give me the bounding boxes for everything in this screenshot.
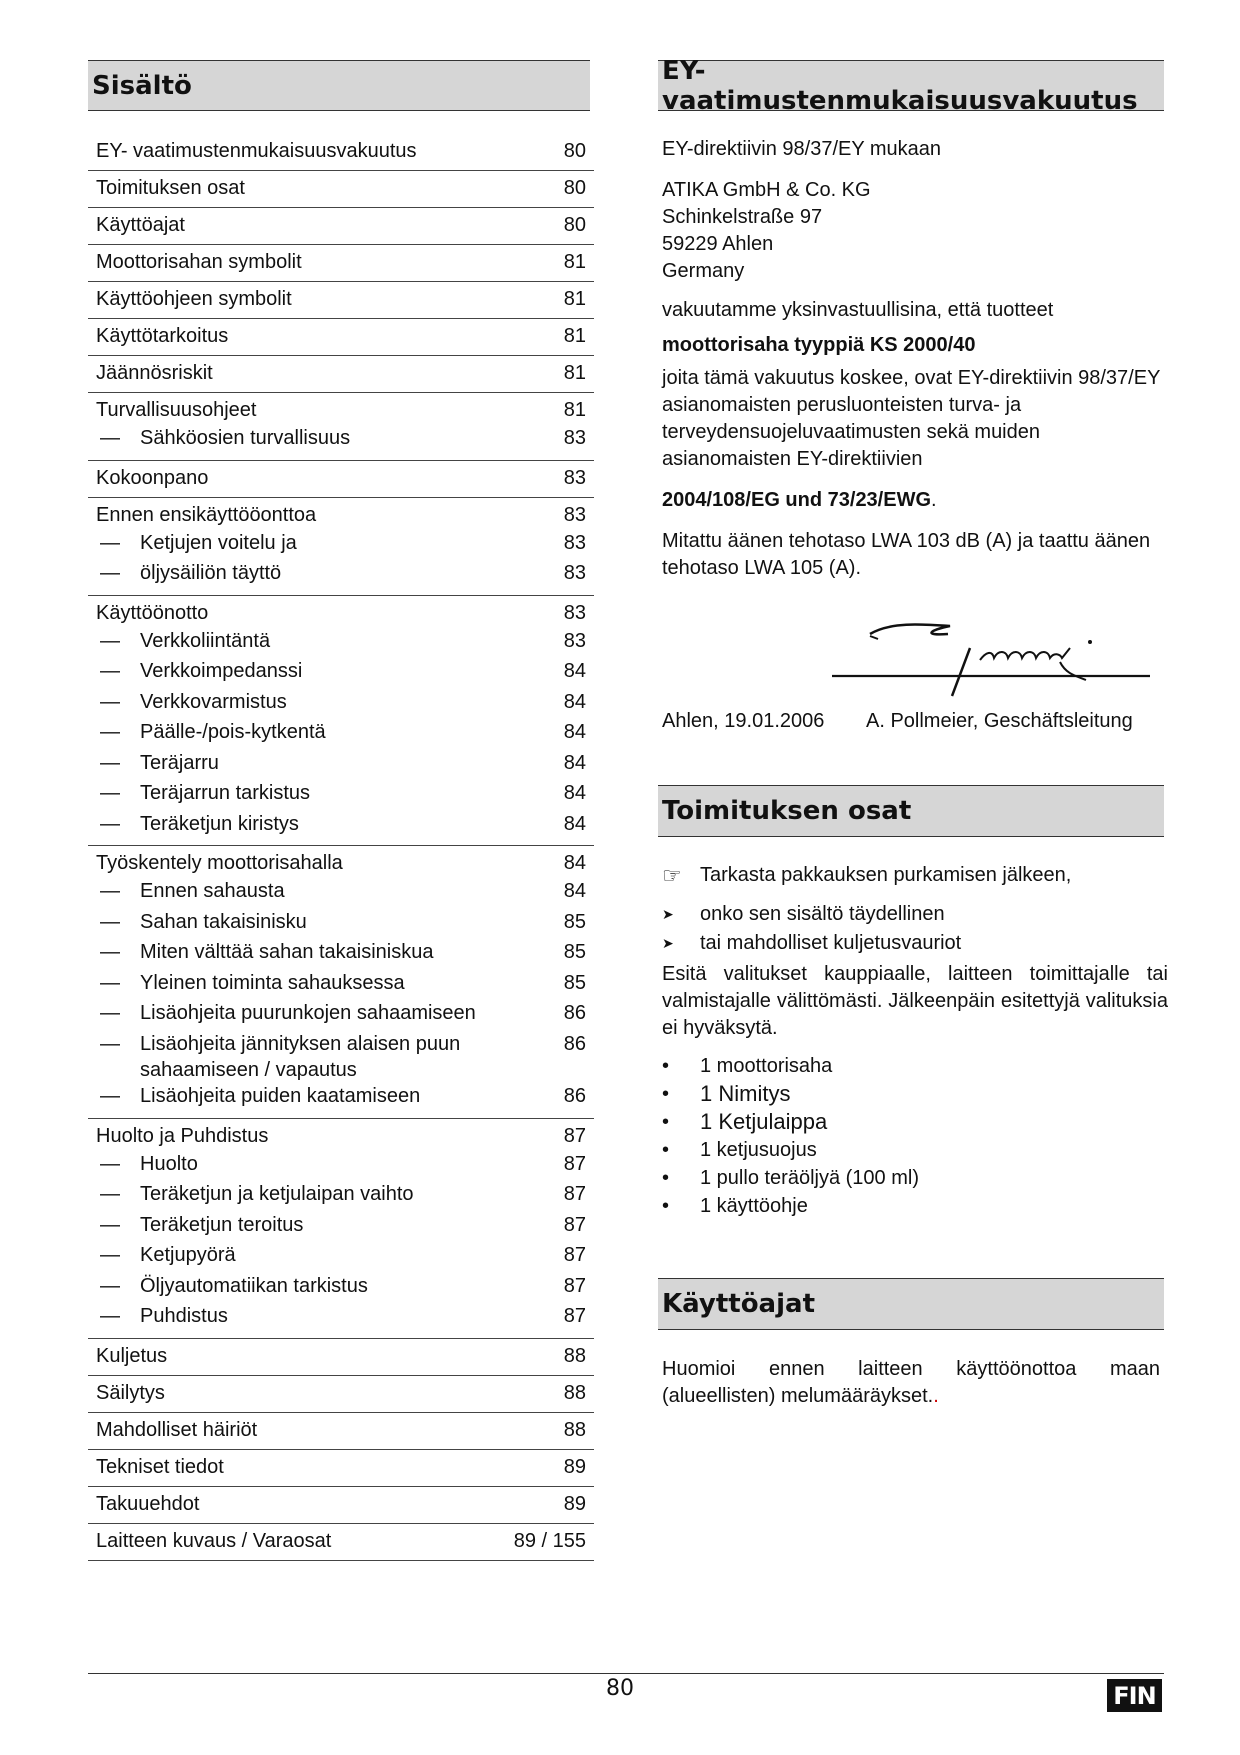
toc-subentry (88, 1149, 594, 1180)
toc-subentry-label: Teräjarru (140, 751, 219, 774)
toc-subentry-page: 84 (563, 812, 586, 835)
toc-subentry-page: 86 (563, 1002, 586, 1024)
declaration-header (658, 55, 1164, 116)
toc-subentry (88, 626, 594, 657)
toc-subentry-label: Päälle-/pois-kytkentä (140, 721, 326, 743)
toc-subentry-label: Teräketjun ja ketjulaipan vaihto (140, 1183, 414, 1205)
toc-entry-label: Käyttöönotto (96, 601, 209, 624)
dash-bullet-icon: — (100, 1002, 120, 1024)
toc-entry-label: Jäännösriskit (96, 362, 213, 384)
toc-entry-page: 83 (563, 503, 586, 526)
declaration-body (662, 136, 1168, 582)
page-number: 80 (606, 1676, 634, 1701)
toc-subentry-label: Öljyautomatiikan tarkistus (140, 1274, 368, 1297)
address-line: 59229 Ahlen (662, 233, 774, 255)
toc-entry-label: Kokoonpano (96, 466, 209, 489)
toc-entry-page: 89 (563, 1455, 586, 1478)
toc-subentry-label: Sähköosien turvallisuus (140, 427, 351, 449)
toc-entry (88, 212, 594, 238)
toc-entry-label: Laitteen kuvaus / Varaosat (96, 1529, 332, 1552)
toc-group (88, 1413, 594, 1450)
toc-entry (88, 249, 594, 275)
toc-entry (88, 1380, 594, 1406)
toc-subentry (88, 998, 594, 1029)
toc-group (88, 1524, 594, 1561)
declaration-title: EY-vaatimustenmukaisuusvakuutus (662, 55, 1138, 116)
toc-entry-page: 81 (563, 399, 586, 421)
toc-entry-page: 89 (563, 1492, 586, 1515)
toc-subentry-label: Ketjupyörä (140, 1244, 236, 1266)
toc-entry-page: 80 (563, 214, 586, 236)
toc-subentry-label: öljysäiliön täyttö (140, 562, 282, 584)
toc-subentry-page: 83 (563, 531, 586, 554)
bullet-icon: • (662, 1055, 670, 1077)
toc-subentry-page: 87 (563, 1183, 586, 1205)
toc-group (88, 356, 594, 393)
toc-subentry-page: 83 (563, 562, 586, 584)
directive-line: EY-direktiivin 98/37/EY mukaan (662, 138, 942, 160)
toc-entry-page: 81 (563, 325, 586, 347)
toc-group (88, 1119, 594, 1339)
toc-entry-page: 88 (563, 1344, 586, 1367)
toc-entry (88, 286, 594, 312)
toc-group (88, 393, 594, 461)
toc-entry-page: 81 (563, 288, 586, 310)
address-line: Germany (662, 260, 745, 282)
toc-group (88, 319, 594, 356)
complaint-text: Esitä valitukset kauppiaalle, laitteen toimittajalle tai valmistajalle välittömästi. Jälkeenpäin esitettyjä valituksia ei hyväksytä. (662, 963, 1168, 1039)
toc-subentry-page: 83 (563, 427, 586, 449)
toc-entry-label: Tekniset tiedot (96, 1455, 224, 1478)
toc-subentry (88, 748, 594, 779)
toc-entry-label: Säilytys (96, 1381, 165, 1404)
toc-entry (88, 465, 594, 491)
toc-entry (88, 1417, 594, 1443)
toc-subentry (88, 937, 594, 968)
toc-entry-label: Turvallisuusohjeet (96, 399, 257, 421)
toc-subentry (88, 1179, 594, 1210)
dash-bullet-icon: — (100, 910, 120, 933)
toc-group (88, 208, 594, 245)
toc-subentry (88, 687, 594, 718)
toc-subentry (88, 717, 594, 748)
bullet-icon: • (662, 1195, 670, 1217)
toc-entry-page: 83 (563, 466, 586, 489)
toc-group (88, 1487, 594, 1524)
toc-entry-label: Työskentely moottorisahalla (96, 852, 343, 874)
toc-subentry-page: 85 (563, 910, 586, 933)
toc-subentry-page: 86 (563, 1032, 586, 1055)
toc-entry-page: 80 (563, 140, 586, 162)
toc-title: Sisältö (92, 70, 192, 101)
toc-entry (88, 1491, 594, 1517)
toc-entry (88, 1528, 594, 1554)
toc-subentry (88, 876, 594, 907)
signatory: A. Pollmeier, Geschäftsleitung (866, 710, 1133, 732)
toc-group (88, 138, 594, 171)
toc-entry-label: Ennen ensikäyttööonttoa (96, 503, 317, 526)
check-item: onko sen sisältö täydellinen (700, 903, 945, 925)
toc-entry-page: 89 / 155 (513, 1529, 586, 1552)
dash-bullet-icon: — (100, 562, 120, 584)
signature-line (662, 708, 1168, 735)
arrow-bullet-icon: ➤ (662, 906, 674, 922)
dash-bullet-icon: — (100, 690, 120, 713)
toc-subentry-page: 85 (563, 971, 586, 994)
toc-subentry-label: Lisäohjeita jännityksen alaisen puun (140, 1032, 461, 1055)
toc-entry-page: 87 (563, 1124, 586, 1147)
toc-subentry-page: 86 (563, 1085, 586, 1107)
toc-subentry-label-continued: sahaamiseen / vapautus (140, 1059, 357, 1081)
operating-times-title: Käyttöajat (662, 1289, 815, 1319)
toc-subentry-page: 87 (563, 1274, 586, 1297)
pointing-hand-icon: ☞ (662, 863, 682, 888)
toc-entry-label: Moottorisahan symbolit (96, 251, 302, 273)
toc-entry (88, 1343, 594, 1369)
delivery-item: 1 Ketjulaippa (700, 1109, 828, 1134)
delivery-title: Toimituksen osat (662, 796, 912, 826)
dash-bullet-icon: — (100, 1032, 120, 1055)
toc-subentry-page: 84 (563, 782, 586, 804)
toc-subentry-page: 83 (563, 629, 586, 652)
toc-subentry (88, 558, 594, 589)
toc-group (88, 846, 594, 1119)
toc-subentry-label: Verkkoimpedanssi (140, 660, 303, 682)
noise-level: Mitattu äänen tehotaso LWA 103 dB (A) ja taattu äänen tehotaso LWA 105 (A). (662, 530, 1151, 579)
dash-bullet-icon: — (100, 812, 120, 835)
toc-subentry (88, 809, 594, 840)
delivery-body (662, 862, 1168, 1220)
bullet-icon: • (662, 1111, 670, 1133)
toc-group (88, 245, 594, 282)
toc-subentry-label: Verkkovarmistus (140, 690, 287, 713)
toc-subentry-page: 87 (563, 1152, 586, 1175)
toc-group (88, 498, 594, 596)
toc-subentry-page: 85 (563, 941, 586, 963)
dash-bullet-icon: — (100, 531, 120, 554)
delivery-item: 1 pullo teräöljyä (100 ml) (700, 1167, 919, 1189)
toc-entry (88, 1123, 594, 1149)
toc-subentry-page: 84 (563, 721, 586, 743)
operating-times-body (662, 1356, 1160, 1410)
dash-bullet-icon: — (100, 880, 120, 902)
delivery-item: 1 ketjusuojus (700, 1139, 817, 1161)
dash-bullet-icon: — (100, 1213, 120, 1236)
toc-subentry-label: Lisäohjeita puiden kaatamiseen (140, 1085, 421, 1107)
toc-entry (88, 360, 594, 386)
toc-subentry-label: Lisäohjeita puurunkojen sahaamiseen (140, 1002, 476, 1024)
address-line: Schinkelstraße 97 (662, 206, 823, 228)
toc-subentry-page: 84 (563, 751, 586, 774)
toc-entry-label: EY- vaatimustenmukaisuusvakuutus (96, 140, 417, 162)
toc-subentry-label: Puhdistus (140, 1305, 228, 1327)
check-intro: Tarkasta pakkauksen purkamisen jälkeen, (700, 864, 1072, 886)
toc-subentry (88, 1271, 594, 1302)
operating-times-suffix: . (933, 1385, 939, 1407)
toc-entry (88, 323, 594, 349)
toc-group (88, 1339, 594, 1376)
toc-entry (88, 1454, 594, 1480)
toc-group (88, 171, 594, 208)
toc-subentry (88, 656, 594, 687)
address-line: ATIKA GmbH & Co. KG (662, 179, 871, 201)
toc-subentry-page: 84 (563, 880, 586, 902)
toc-group (88, 596, 594, 847)
toc-subentry-label: Ennen sahausta (140, 880, 285, 902)
toc-subentry-page: 84 (563, 660, 586, 682)
toc-subentry-label: Verkkoliintäntä (140, 629, 271, 652)
toc-subentry-label: Teräketjun kiristys (140, 812, 299, 835)
toc-subentry-label: Teräketjun teroitus (140, 1213, 304, 1236)
toc-subentry-label: Teräjarrun tarkistus (140, 782, 311, 804)
toc-subentry-page: 87 (563, 1305, 586, 1327)
toc-entry-label: Toimituksen osat (96, 177, 245, 199)
dash-bullet-icon: — (100, 1085, 120, 1107)
toc-entry (88, 138, 594, 164)
product-name: moottorisaha tyyppiä KS 2000/40 (662, 334, 976, 356)
toc-entry-label: Käyttöajat (96, 214, 185, 236)
toc-entry-label: Käyttöohjeen symbolit (96, 288, 292, 310)
bullet-icon: • (662, 1083, 670, 1105)
toc-entry-label: Takuuehdot (96, 1492, 200, 1515)
toc-group (88, 282, 594, 319)
delivery-item: 1 moottorisaha (700, 1055, 833, 1077)
bullet-icon: • (662, 1167, 670, 1189)
dash-bullet-icon: — (100, 660, 120, 682)
language-badge: FIN (1107, 1679, 1162, 1712)
dash-bullet-icon: — (100, 1305, 120, 1327)
dash-bullet-icon: — (100, 941, 120, 963)
toc-subentry-page: 84 (563, 690, 586, 713)
toc-entry (88, 600, 594, 626)
toc-entry-label: Käyttötarkoitus (96, 325, 229, 347)
toc-subentry-label: Yleinen toiminta sahauksessa (140, 971, 405, 994)
toc-subentry (88, 968, 594, 999)
statement: vakuutamme yksinvastuullisina, että tuotteet (662, 299, 1054, 321)
declaration-text: joita tämä vakuutus koskee, ovat EY-direktiivin 98/37/EY asianomaisten perusluonteisten turva- ja terveydensuojeluvaatimusten sekä muiden asianomaisten EY-direktiivien (662, 367, 1161, 470)
directives-suffix: . (931, 489, 937, 511)
toc-group (88, 1376, 594, 1413)
dash-bullet-icon: — (100, 1152, 120, 1175)
toc-entry (88, 397, 594, 423)
check-item: tai mahdolliset kuljetusvauriot (700, 932, 962, 954)
toc-subentry (88, 1301, 594, 1332)
toc-entry-label: Huolto ja Puhdistus (96, 1124, 269, 1147)
dash-bullet-icon: — (100, 721, 120, 743)
toc-subentry (88, 1029, 594, 1082)
toc-entry-label: Kuljetus (96, 1344, 168, 1367)
dash-bullet-icon: — (100, 782, 120, 804)
arrow-bullet-icon: ➤ (662, 935, 674, 951)
place-date: Ahlen, 19.01.2006 (662, 710, 825, 732)
delivery-item: 1 käyttöohje (700, 1195, 808, 1217)
dash-bullet-icon: — (100, 1244, 120, 1266)
toc-entry-page: 81 (563, 251, 586, 273)
toc-entry (88, 850, 594, 876)
signature (830, 614, 1160, 706)
toc-subentry-label: Huolto (140, 1152, 198, 1175)
delivery-header (658, 785, 1164, 837)
footer-rule (88, 1673, 1164, 1674)
toc-entry-page: 88 (563, 1381, 586, 1404)
toc-entry-page: 81 (563, 362, 586, 384)
dash-bullet-icon: — (100, 427, 120, 449)
toc-subentry (88, 778, 594, 809)
dash-bullet-icon: — (100, 1183, 120, 1205)
toc-entry-label: Mahdolliset häiriöt (96, 1418, 258, 1441)
toc-header (88, 60, 590, 111)
directives: 2004/108/EG und 73/23/EWG (662, 489, 932, 511)
operating-times-header (658, 1278, 1164, 1330)
toc-subentry (88, 1240, 594, 1271)
toc-subentry-label: Ketjujen voitelu ja (140, 531, 297, 554)
dash-bullet-icon: — (100, 1274, 120, 1297)
dash-bullet-icon: — (100, 971, 120, 994)
toc-subentry-page: 87 (563, 1213, 586, 1236)
toc-entry-page: 80 (563, 177, 586, 199)
bullet-icon: • (662, 1139, 670, 1161)
toc-entry-page: 83 (563, 601, 586, 624)
delivery-item: 1 Nimitys (700, 1081, 791, 1106)
toc-subentry (88, 1210, 594, 1241)
toc-subentry-label: Miten välttää sahan takaisiniskua (140, 941, 434, 963)
toc-subentry (88, 1081, 594, 1112)
toc-entry (88, 502, 594, 528)
toc-entry-page: 88 (563, 1418, 586, 1441)
operating-times-text: Huomioi ennen laitteen käyttöönottoa maan (alueellisten) melumääräykset. (662, 1358, 1160, 1407)
toc-subentry (88, 423, 594, 454)
toc-group (88, 461, 594, 498)
toc-entry-page: 84 (563, 852, 586, 874)
toc-subentry-page: 87 (563, 1244, 586, 1266)
toc-entry (88, 175, 594, 201)
toc-group (88, 1450, 594, 1487)
dash-bullet-icon: — (100, 751, 120, 774)
table-of-contents (88, 138, 594, 1561)
toc-subentry (88, 528, 594, 559)
toc-subentry-label: Sahan takaisinisku (140, 910, 307, 933)
dash-bullet-icon: — (100, 629, 120, 652)
toc-subentry (88, 907, 594, 938)
